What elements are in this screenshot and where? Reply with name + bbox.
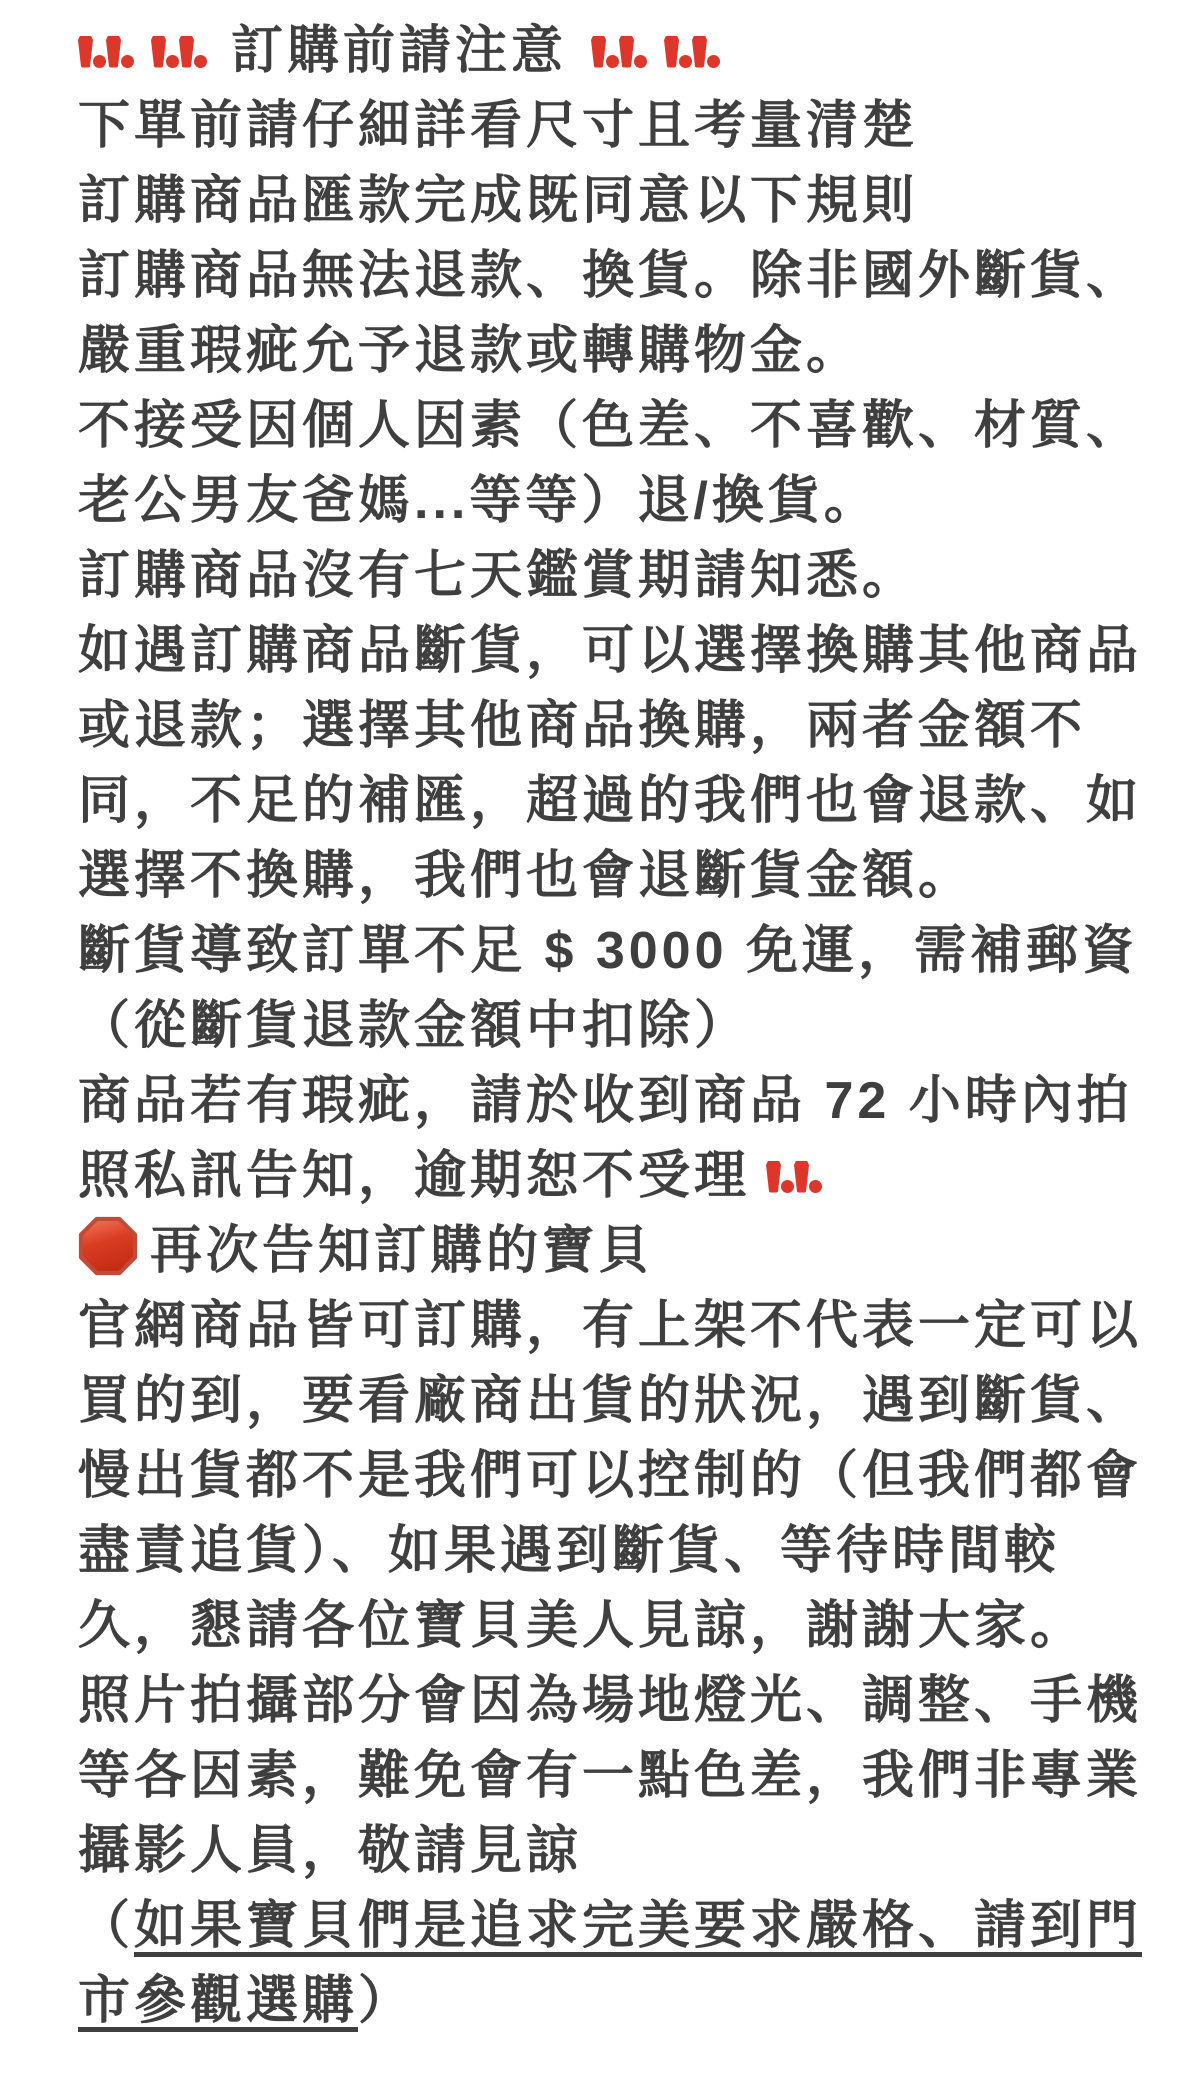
notice-line: 攝影人員，敬請見諒 (78, 1822, 583, 1880)
double-exclamation-icon (664, 21, 720, 71)
footnote-open-paren: （ (78, 1897, 135, 1955)
notice-line: 斷貨導致訂單不足 $ 3000 免運，需補郵資 (78, 922, 1138, 980)
notice-line: 老公男友爸媽...等等）退/換貨。 (78, 472, 880, 530)
notice-line: 商品若有瑕疵，請於收到商品 72 小時內拍 (78, 1072, 1133, 1130)
notice-line: 等各因素，難免會有一點色差，我們非專業 (78, 1747, 1143, 1805)
notice-line: 如遇訂購商品斷貨，可以選擇換購其他商品 (78, 622, 1143, 680)
notice-line: （從斷貨退款金額中扣除） (78, 997, 751, 1055)
notice-line: 官網商品皆可訂購，有上架不代表一定可以 (78, 1297, 1143, 1355)
notice-line: 久，懇請各位寶貝美人見諒，謝謝大家。 (78, 1597, 1087, 1655)
section-header-text: 再次告知訂購的寶貝 (150, 1222, 655, 1280)
notice-section-header-line (78, 1208, 1200, 1283)
notice-line: 訂購商品無法退款、換貨。除非國外斷貨、 (78, 247, 1143, 305)
notice-line: 同，不足的補匯，超過的我們也會退款、如 (78, 772, 1143, 830)
notice-line: 選擇不換購，我們也會退斷貨金額。 (78, 847, 975, 905)
notice-title-line (78, 8, 1200, 83)
notice-line: 下單前請仔細詳看尺寸且考量清楚 (78, 97, 919, 155)
notice-line: 慢出貨都不是我們可以控制的（但我們都會 (78, 1447, 1143, 1505)
double-exclamation-icon (766, 1146, 822, 1196)
double-exclamation-icon (151, 21, 207, 71)
notice-line: 不接受因個人因素（色差、不喜歡、材質、 (78, 397, 1143, 455)
notice-line: 嚴重瑕疵允予退款或轉購物金。 (78, 322, 863, 380)
notice-line: 盡責追貨）、如果遇到斷貨、等待時間較 (78, 1522, 1061, 1580)
overdue-text: 照私訊告知，逾期恕不受理 (78, 1147, 751, 1205)
footnote-close-paren: ） (358, 1972, 415, 2030)
page-title: 訂購前請注意 (231, 22, 568, 80)
notice-line: 照片拍攝部分會因為場地燈光、調整、手機 (78, 1672, 1143, 1730)
notice-footnote-line (78, 1883, 1200, 1958)
notice-line: 訂購商品匯款完成既同意以下規則 (78, 172, 919, 230)
double-exclamation-icon (78, 21, 134, 71)
notice-line-overdue (78, 1133, 1200, 1208)
notice-line: 訂購商品沒有七天鑑賞期請知悉。 (78, 547, 919, 605)
notice-footnote-line (78, 1958, 1200, 2033)
footnote-underlined-text: 如果寶貝們是追求完美要求嚴格、請到門 (134, 1897, 1143, 1955)
double-exclamation-icon (591, 21, 647, 71)
footnote-underlined-text: 市參觀選購 (78, 1972, 359, 2030)
stop-sign-icon (78, 1216, 138, 1276)
notice-line: 買的到，要看廠商出貨的狀況，遇到斷貨、 (78, 1372, 1143, 1430)
notice-line: 或退款；選擇其他商品換購，兩者金額不 (78, 697, 1087, 755)
